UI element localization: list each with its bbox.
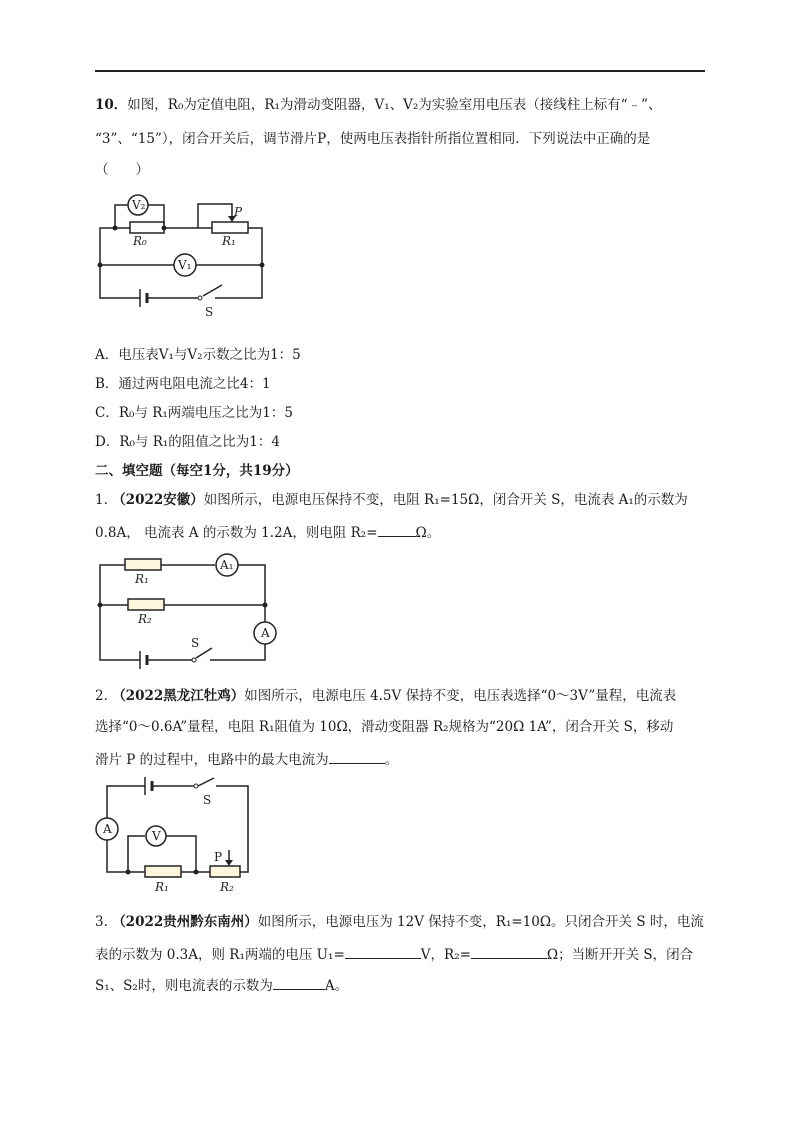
label-v: V [152,829,161,843]
answer-blank-a[interactable] [273,975,325,990]
q1-unit: Ω。 [415,525,441,541]
resistor-r2 [128,599,164,610]
resistor-r0 [130,222,164,233]
label-r1: R₁ [222,234,236,248]
q10-number: 10． [95,97,128,113]
label-a: A [103,822,112,836]
q2-end: 。 [384,752,399,768]
answer-blank[interactable] [378,522,416,537]
label-p: P [214,850,223,864]
q1-source: （2022安徽） [112,492,204,508]
section-title: 二、填空题（每空1分，共19分） [95,463,299,479]
q3-source: （2022贵州黔东南州） [112,914,258,930]
junction-dots [98,226,268,875]
q3-text-2: 表的示数为 0.3A，则 R₁两端的电压 U₁= [95,947,345,963]
label-a: A [261,626,270,640]
label-p: P [234,205,243,219]
rheostat-r2 [210,866,240,877]
q10-option-c: C．R₀与 R₁两端电压之比为1：5 [95,405,293,421]
answer-blank-u1[interactable] [345,944,421,959]
q10-line3: （ ） [95,162,149,178]
label-v2: V₂ [132,198,146,212]
label-v1: V₁ [178,258,192,272]
switch-s [203,285,222,296]
switch-s [198,778,214,786]
q10-line2: “3”、“15”），闭合开关后，调节滑片P，使两电压表指针所指位置相同．下列说法中正确的是 [95,131,651,147]
label-r2: R₂ [138,612,152,626]
label-r1: R₁ [135,572,149,586]
q10-option-d: D．R₀与 R₁的阻值之比为1：4 [95,434,280,450]
q2-number: 2. [95,688,108,704]
label-r1: R₁ [155,880,169,894]
q10-text-1: 如图，R₀为定值电阻，R₁为滑动变阻器，V₁、V₂为实验室用电压表（接线柱上标有“﹣”、 [127,97,662,113]
q3-line3 [95,975,348,996]
q2-text-1: 如图所示，电源电压 4.5V 保持不变，电压表选择“0～3V”量程，电流表 [244,688,677,704]
q2-line1 [95,686,676,706]
resistor-r1 [145,866,181,877]
answer-blank-r2[interactable] [471,944,547,959]
label-r0: R₀ [133,234,147,248]
q2-line3 [95,749,398,770]
q3-text-3: V，R₂= [420,947,471,963]
q3-line1 [95,912,704,932]
label-s: S [191,636,200,650]
q10-option-a: A．电压表V₁与V₂示数之比为1：5 [95,347,301,363]
q2-source: （2022黑龙江牡鸡） [112,688,245,704]
q3-text-4: Ω；当断开开关 S，闭合 [546,947,694,963]
label-r2: R₂ [220,880,234,894]
q3-text-5: S₁、S₂时，则电流表的示数为 [95,978,273,994]
q1-text-1: 如图所示，电源电压保持不变，电阻 R₁=15Ω，闭合开关 S，电流表 A₁的示数为 [203,492,688,508]
rheostat-r1 [212,222,248,233]
q3-line2 [95,944,693,965]
q1-circuit [100,554,276,669]
q2-line2: 选择“0～0.6A”量程，电阻 R₁阻值为 10Ω，滑动变阻器 R₂规格为“20Ω 1A”，闭合开关 S，移动 [95,719,674,735]
q1-line2 [95,522,440,543]
q3-unit: A。 [324,978,349,994]
resistor-r1 [125,559,161,570]
q2-text-3: 滑片 P 的过程中，电路中的最大电流为 [95,752,329,768]
q2-circuit [96,777,248,877]
label-a1: A₁ [220,558,234,572]
q10-option-b: B．通过两电阻电流之比4：1 [95,376,271,392]
answer-blank[interactable] [329,749,385,764]
q3-text-1: 如图所示，电源电压为 12V 保持不变，R₁=10Ω。只闭合开关 S 时，电流 [257,914,704,930]
label-s: S [205,305,214,319]
q3-number: 3. [95,914,108,930]
q1-text-2: 0.8A， 电流表 A 的示数为 1.2A，则电阻 R₂= [95,525,378,541]
label-s: S [203,793,212,807]
q1-number: 1. [95,492,108,508]
q1-line1 [95,490,688,510]
